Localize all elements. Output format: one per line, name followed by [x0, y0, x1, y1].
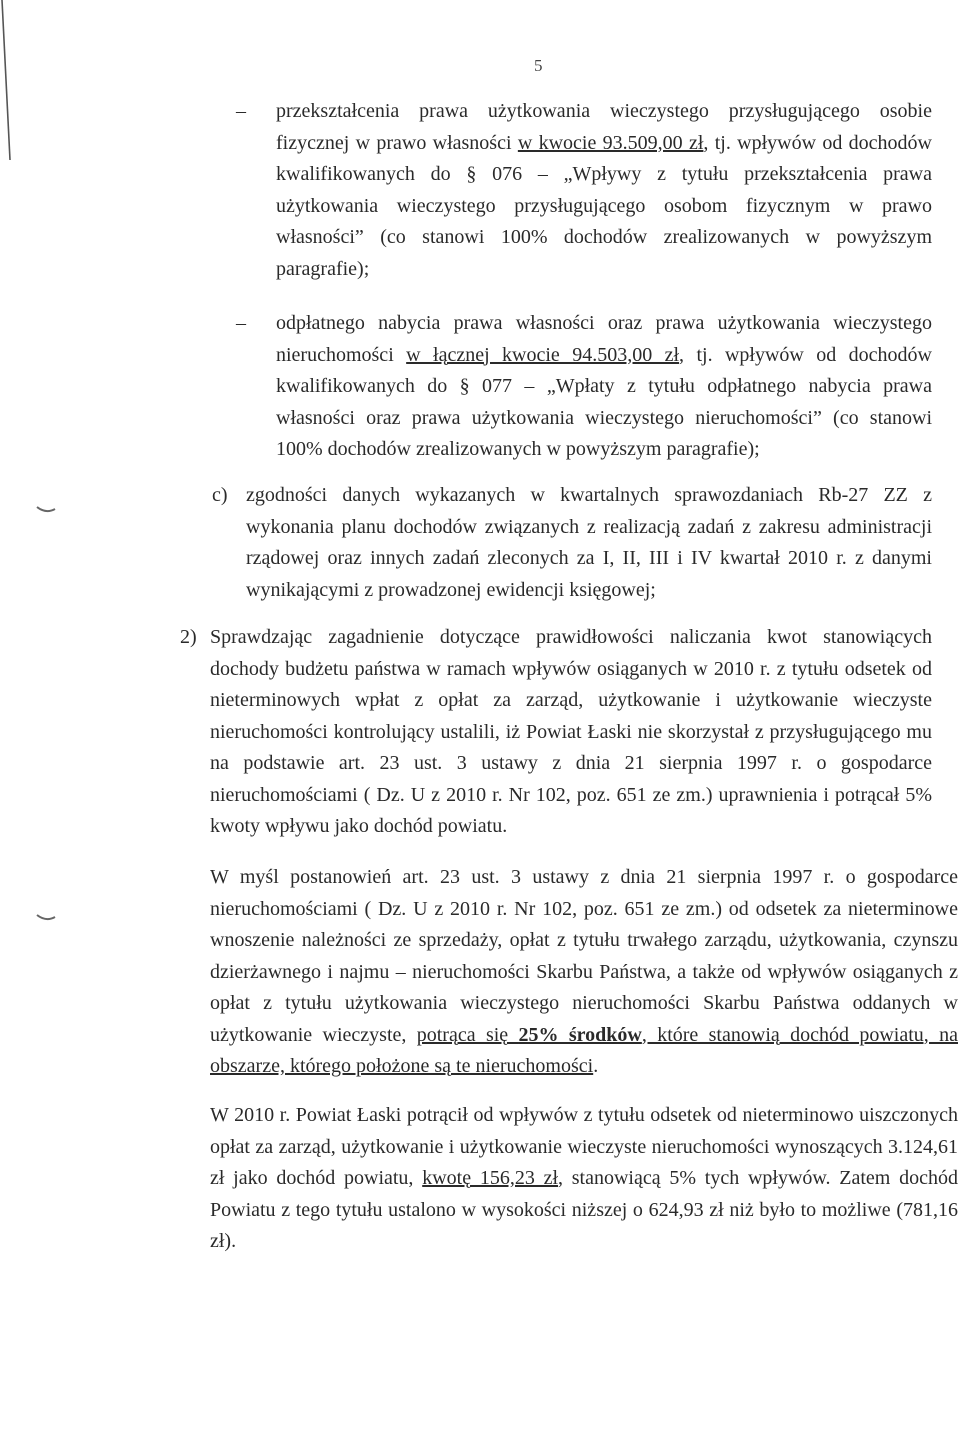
binder-mark-lower: [36, 914, 56, 922]
text-segment: , tj. wpływów od dochodów kwalifikowanych do § 076 – „Wpływy z tytułu przekształcenia prawa użytkowania wieczystego przysługującego osobom fizycznym w prawo własności” (co stanowi 100% dochodów zrealizowanych w powyższym paragrafie);: [276, 131, 932, 280]
scan-edge-mark: [0, 0, 20, 220]
text-segment: W myśl postanowień art. 23 ust. 3 ustawy z dnia 21 sierpnia 1997 r. o gospodarce nieruchomościami ( Dz. U z 2010 r. Nr 102, poz. 651 ze zm.) od odsetek za nieterminowe wnoszenie należności ze sprzedaży, opłat z tytułu trwałego zarządu, użytkowania, czynszu dzierżawnego i najmu – nieruchomości Skarbu Państwa, a także od wpływów osiąganych z opłat z tytułu użytkowania wieczystego nieruchomości Skarbu Państwa oddanych w użytkowanie wieczyste,: [210, 866, 958, 1046]
list-item-dash-1: [236, 96, 932, 285]
letter-marker: c): [212, 484, 228, 506]
text-segment: , tj. wpływów od dochodów kwalifikowanych do § 077 – „Wpłaty z tytułu odpłatnego nabycia prawa własności oraz prawa użytkowania wieczystego nieruchomości” (co stanowi 100% dochodów zrealizowanych w powyższym paragrafie);: [276, 343, 932, 460]
list-item-c: [212, 480, 932, 606]
dash-marker: –: [236, 312, 246, 334]
dash-marker: –: [236, 100, 246, 122]
text-segment: .: [593, 1055, 599, 1077]
text-segment: przekształcenia prawa użytkowania wieczystego przysługującego osobie fizycznej w prawo własności: [276, 100, 932, 154]
underlined-text: , które stanowią dochód powiatu, na obszarze, którego położone są te nieruchomości: [210, 1023, 958, 1077]
underlined-amount: w kwocie 93.509,00 zł: [517, 131, 704, 154]
list-item-2: [180, 622, 932, 843]
list-item-dash-2: [236, 308, 932, 466]
list-item-text: Sprawdzając zagadnienie dotyczące prawidłowości naliczania kwot stanowiących dochody budżetu państwa w ramach wpływów osiąganych w 2010 r. z tytułu odsetek od nieterminowych wpłat z opłat za zarząd, użytkowanie i użytkowanie wieczyste nieruchomości kontrolujący ustalili, iż Powiat Łaski nie skorzystał z przysługującego mu na podstawie art. 23 ust. 3 ustawy z dnia 21 sierpnia 1997 r. o gospodarce nieruchomościami ( Dz. U z 2010 r. Nr 102, poz. 651 ze zm.) uprawnienia i potrącał 5% kwoty wpływu jako dochód powiatu.: [210, 626, 932, 837]
text-segment: odpłatnego nabycia prawa własności oraz prawa użytkowania wieczystego nieruchomości: [276, 312, 932, 366]
underlined-amount: kwotę 156,23 zł: [422, 1167, 558, 1189]
text-segment: , stanowiącą 5% tych wpływów. Zatem dochód Powiatu z tego tytułu ustalono w wysokości niższej o 624,93 zł niż było to możliwe (781,16 zł).: [210, 1167, 958, 1252]
text-segment: W 2010 r. Powiat Łaski potrącił od wpływów z tytułu odsetek od nieterminowo uiszczonych opłat za zarząd, użytkowanie i użytkowanie wieczyste nieruchomości wynoszących 3.124,61 zł jako dochód powiatu,: [210, 1104, 958, 1189]
underlined-bold-text: 25% środków: [518, 1023, 642, 1046]
paragraph-legal-basis: [210, 862, 958, 1083]
binder-mark-upper: [36, 506, 56, 514]
number-marker: 2): [180, 626, 197, 648]
underlined-amount: w łącznej kwocie 94.503,00 zł: [406, 343, 680, 366]
paragraph-findings: [210, 1100, 958, 1258]
underlined-text: potrąca się: [416, 1023, 519, 1046]
list-item-text: [276, 308, 932, 466]
page-number: 5: [534, 56, 543, 75]
list-item-text: [276, 96, 932, 285]
list-item-text: zgodności danych wykazanych w kwartalnych sprawozdaniach Rb-27 ZZ z wykonania planu dochodów związanych z realizacją zadań z zakresu administracji rządowej oraz innych zadań zleconych za I, II, III i IV kwartał 2010 r. z danymi wynikającymi z prowadzonej ewidencji księgowej;: [246, 484, 932, 601]
